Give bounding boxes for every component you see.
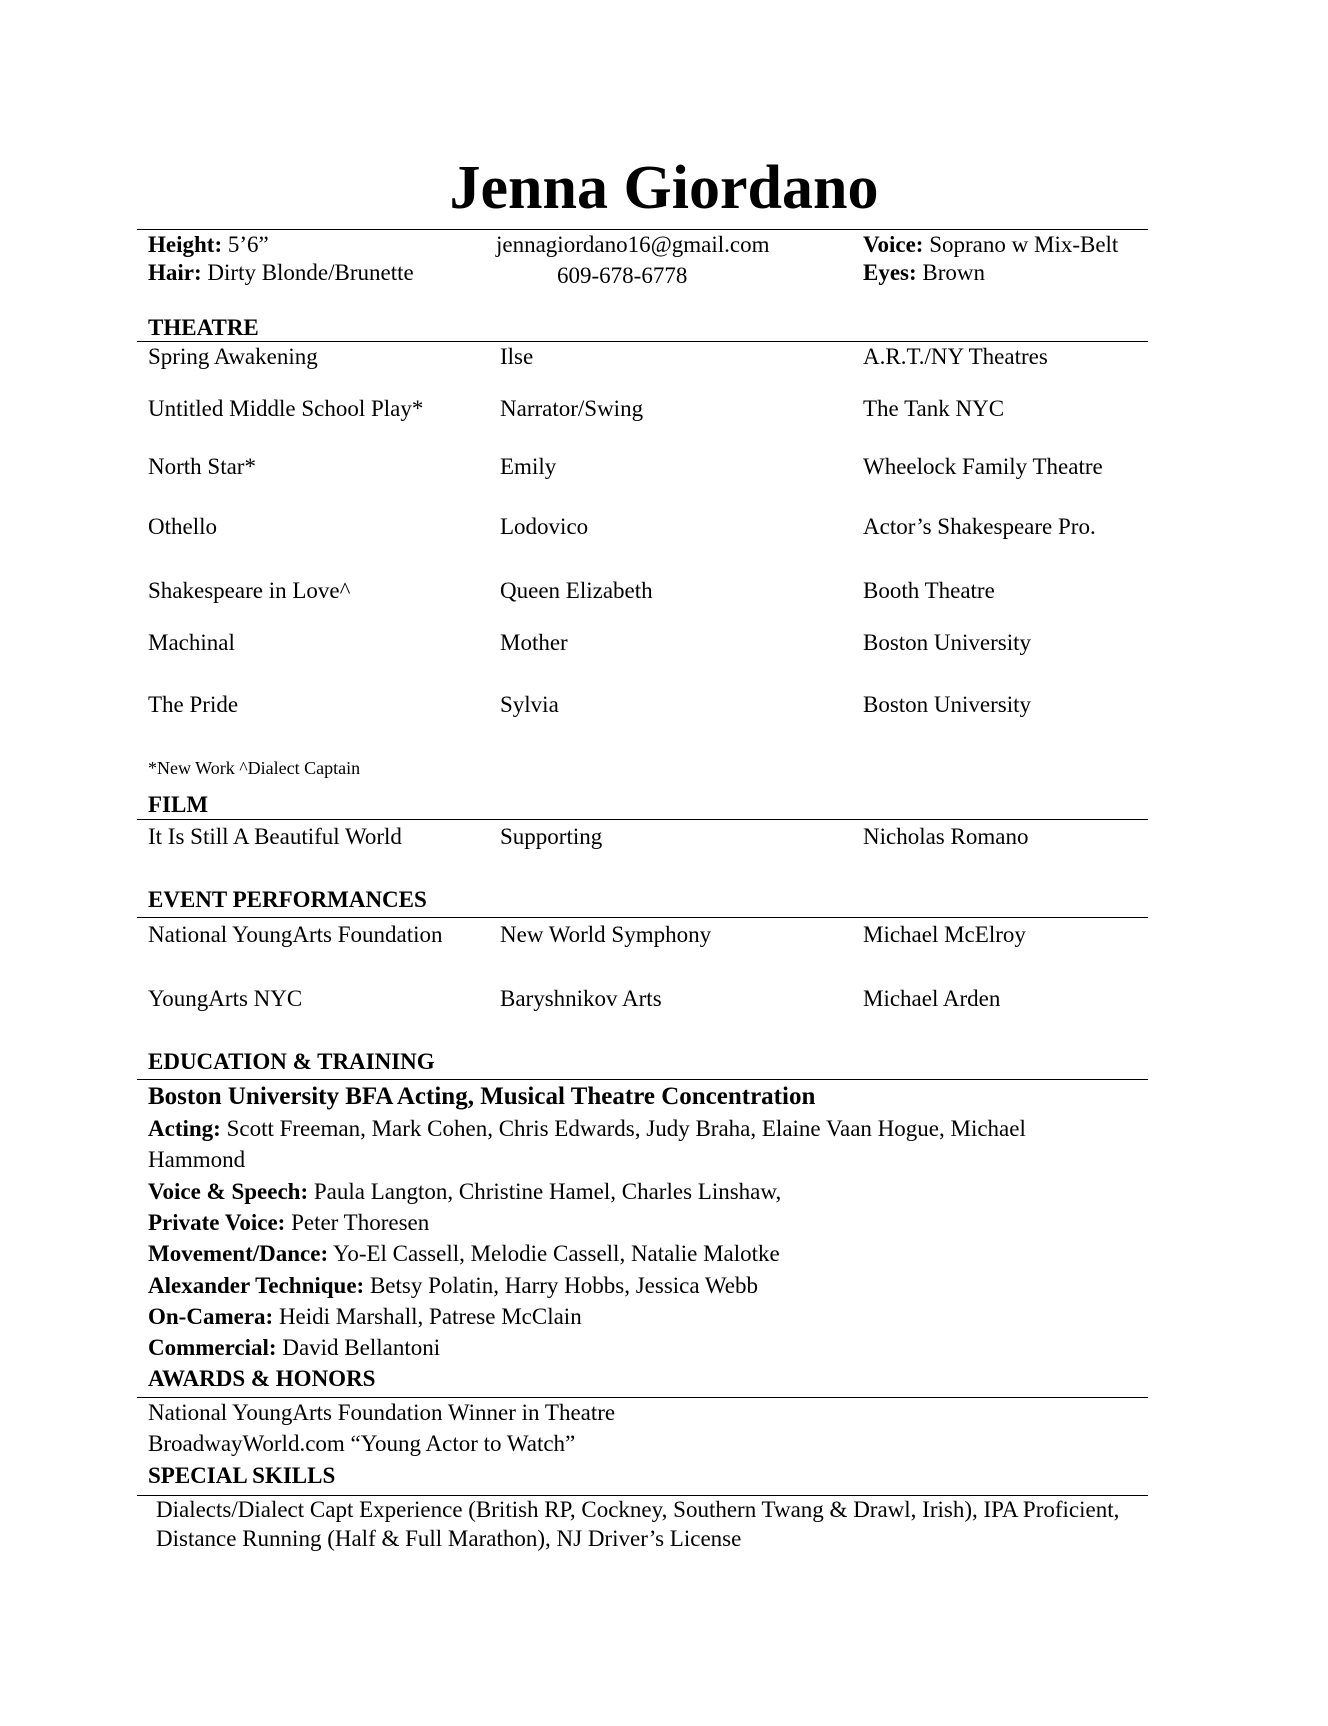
theatre-show: Spring Awakening	[148, 344, 318, 369]
events-rule	[137, 917, 1148, 918]
eyes-label: Eyes:	[863, 260, 917, 285]
training-label: On-Camera:	[148, 1304, 274, 1329]
theatre-role: Sylvia	[500, 692, 559, 717]
training-line	[148, 1115, 1026, 1143]
events-heading: EVENT PERFORMANCES	[148, 887, 427, 912]
theatre-show: Shakespeare in Love^	[148, 578, 351, 603]
school-name: Boston University BFA Acting, Musical Theatre Concentration	[148, 1083, 816, 1110]
voice-line	[863, 231, 1118, 259]
theatre-venue: The Tank NYC	[863, 396, 1005, 421]
training-label: Acting:	[148, 1116, 221, 1141]
education-rule	[137, 1079, 1148, 1080]
skills-line: Dialects/Dialect Capt Experience (British RP, Cockney, Southern Twang & Drawl, Irish), IPA Proficient,	[156, 1497, 1120, 1522]
theatre-role: Emily	[500, 454, 557, 479]
theatre-heading: THEATRE	[148, 315, 259, 340]
height-value: 5’6”	[227, 232, 269, 257]
training-label: Alexander Technique:	[148, 1273, 365, 1298]
hair-label: Hair:	[148, 260, 202, 285]
training-value: David Bellantoni	[282, 1335, 441, 1360]
skills-heading: SPECIAL SKILLS	[148, 1463, 336, 1488]
theatre-show: North Star*	[148, 454, 256, 479]
event-name: National YoungArts Foundation	[148, 922, 443, 947]
theatre-role: Mother	[500, 630, 568, 655]
training-value: Scott Freeman, Mark Cohen, Chris Edwards, Judy Braha, Elaine Vaan Hogue, Michael	[226, 1116, 1026, 1141]
film-role: Supporting	[500, 824, 603, 849]
training-value: Paula Langton, Christine Hamel, Charles Linshaw,	[313, 1179, 782, 1204]
theatre-role: Queen Elizabeth	[500, 578, 653, 603]
theatre-venue: Boston University	[863, 692, 1032, 717]
theatre-venue: Booth Theatre	[863, 578, 995, 603]
award-item: National YoungArts Foundation Winner in Theatre	[148, 1400, 616, 1425]
header-rule	[137, 229, 1148, 230]
hair-value: Dirty Blonde/Brunette	[207, 260, 414, 285]
award-item: BroadwayWorld.com “Young Actor to Watch”	[148, 1431, 576, 1456]
theatre-show: Untitled Middle School Play*	[148, 396, 424, 421]
awards-heading: AWARDS & HONORS	[148, 1366, 376, 1391]
event-partner: New World Symphony	[500, 922, 712, 947]
event-name: YoungArts NYC	[148, 986, 303, 1011]
theatre-show: The Pride	[148, 692, 239, 717]
theatre-role: Narrator/Swing	[500, 396, 644, 421]
training-label: Commercial:	[148, 1335, 277, 1360]
training-label: Movement/Dance:	[148, 1241, 329, 1266]
skills-line: Distance Running (Half & Full Marathon), NJ Driver’s License	[156, 1526, 742, 1551]
eyes-line	[863, 259, 985, 287]
education-heading: EDUCATION & TRAINING	[148, 1049, 435, 1074]
eyes-value: Brown	[922, 260, 986, 285]
training-value: Betsy Polatin, Harry Hobbs, Jessica Webb	[369, 1273, 758, 1298]
theatre-rule	[137, 341, 1148, 342]
theatre-role: Ilse	[500, 344, 534, 369]
training-line	[148, 1178, 781, 1206]
theatre-show: Othello	[148, 514, 217, 539]
email-text: jennagiordano16@gmail.com	[496, 232, 770, 257]
training-line	[148, 1240, 780, 1268]
event-partner: Baryshnikov Arts	[500, 986, 662, 1011]
theatre-venue: Boston University	[863, 630, 1032, 655]
training-label: Voice & Speech:	[148, 1179, 309, 1204]
training-value: Yo-El Cassell, Melodie Cassell, Natalie Malotke	[333, 1241, 780, 1266]
training-label: Private Voice:	[148, 1210, 286, 1235]
film-rule	[137, 819, 1148, 820]
hair-line	[148, 259, 414, 287]
training-line	[148, 1334, 440, 1362]
training-value: Peter Thoresen	[291, 1210, 430, 1235]
theatre-role: Lodovico	[500, 514, 589, 539]
theatre-show: Machinal	[148, 630, 235, 655]
film-heading: FILM	[148, 792, 209, 817]
name-heading: Jenna Giordano	[449, 154, 879, 222]
height-line	[148, 231, 269, 259]
theatre-venue: Wheelock Family Theatre	[863, 454, 1103, 479]
film-director: Nicholas Romano	[863, 824, 1029, 849]
event-director: Michael Arden	[863, 986, 1001, 1011]
theatre-footnote: *New Work ^Dialect Captain	[148, 758, 361, 778]
voice-value: Soprano w Mix-Belt	[929, 232, 1119, 257]
theatre-venue: A.R.T./NY Theatres	[863, 344, 1048, 369]
training-line-continued: Hammond	[148, 1147, 246, 1172]
training-line	[148, 1209, 429, 1237]
theatre-venue: Actor’s Shakespeare Pro.	[863, 514, 1096, 539]
film-title: It Is Still A Beautiful World	[148, 824, 402, 849]
height-label: Height:	[148, 232, 223, 257]
training-value: Heidi Marshall, Patrese McClain	[278, 1304, 582, 1329]
voice-label: Voice:	[863, 232, 924, 257]
event-director: Michael McElroy	[863, 922, 1026, 947]
training-line	[148, 1272, 758, 1300]
awards-rule	[137, 1397, 1148, 1398]
training-line	[148, 1303, 582, 1331]
phone-text: 609-678-6778	[557, 263, 688, 288]
